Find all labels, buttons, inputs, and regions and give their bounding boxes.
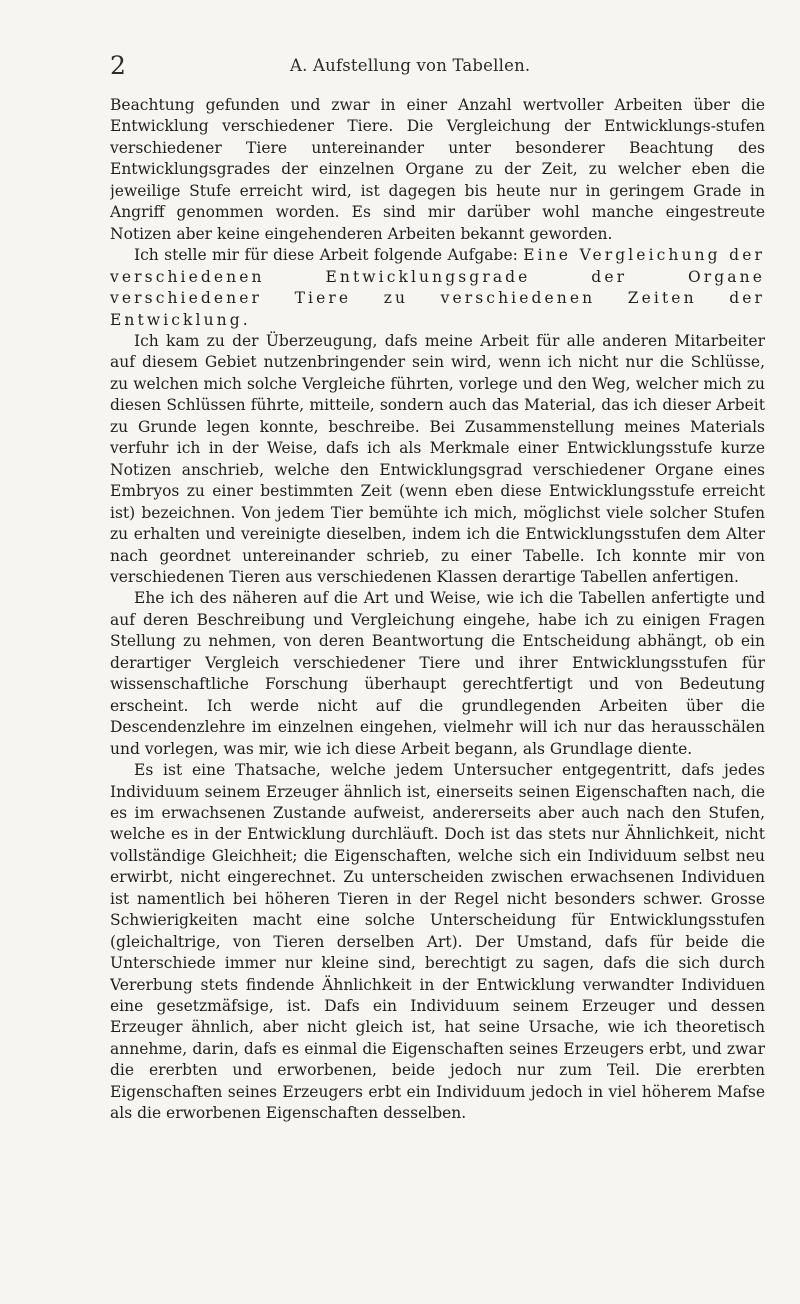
paragraph-3: Ich kam zu der Überzeugung, dafs meine Arbeit für alle anderen Mitarbeiter auf diesem Gebiet nutzenbringender sein wird, wenn ich nicht nur die Schlüsse, zu welchen mich solche Vergleiche führten, vorlege und den Weg, welcher mich zu diesen Schlüssen führte, mitteile, sondern auch das Material, das ich dieser Arbeit zu Grunde legen konnte, beschreibe. Bei Zusammenstellung meines Materials verfuhr ich in der Weise, dafs ich als Merkmale einer Entwicklungsstufe kurze Notizen anschrieb, welche den Entwicklungsgrad verschiedener Organe eines Embryos zu einer bestimmten Zeit (wenn eben diese Entwicklungsstufe erreicht ist) bezeichnen. Von jedem Tier bemühte ich mich, möglichst viele solcher Stufen zu erhalten und vereinigte dieselben, indem ich die Entwicklungsstufen dem Alter nach geordnet untereinander schrieb, zu einer Tabelle. Ich konnte mir von verschiedenen Tieren aus verschiedenen Klassen derartige Tabellen anfertigen. [110,331,765,586]
paragraph-2 [110,245,765,331]
page-number: 2 [110,51,126,80]
paragraph-5: Es ist eine Thatsache, welche jedem Untersucher entgegentritt, dafs jedes Individuum seinem Erzeuger ähnlich ist, einerseits seinen Eigenschaften nach, die es im erwachsenen Zustande aufweist, andererseits aber auch nach den Stufen, welche es in der Entwicklung durchläuft. Doch ist das stets nur Ähnlichkeit, nicht vollständige Gleichheit; die Eigenschaften, welche sich ein Individuum selbst neu erwirbt, nicht eingerechnet. Zu unterscheiden zwischen erwachsenen Individuen ist namentlich bei höheren Tieren in der Regel nicht besonders schwer. Grosse Schwierigkeiten macht eine solche Unterscheidung für Entwicklungsstufen (gleichaltrige, von Tieren derselben Art). Der Umstand, dafs für beide die Unterschiede immer nur kleine sind, berechtigt zu sagen, dafs die sich durch Vererbung stets findende Ähnlichkeit in der Entwicklung verwandter Individuen eine gesetzmäfsige, ist. Dafs ein Individuum seinem Erzeuger und dessen Erzeuger ähnlich, aber nicht gleich ist, hat seine Ursache, wie ich theoretisch annehme, darin, dafs es einmal die Eigenschaften seines Erzeugers erbt, und zwar die ererbten und erworbenen, beide jedoch nur zum Teil. Die ererbten Eigenschaften seines Erzeugers erbt ein Individuum jedoch in viel höherem Mafse als die erworbenen Eigenschaften desselben. [110,761,765,1123]
paragraph-1: Beachtung gefunden und zwar in einer Anzahl wertvoller Arbeiten über die Entwicklung verschiedener Tiere. Die Vergleichung der Entwicklungs-stufen verschiedener Tiere untereinander unter besonderer Beachtung des Entwicklungsgrades der einzelnen Organe zu der Zeit, zu welcher eben die jeweilige Stufe erreicht wird, ist dagegen bis heute nur in geringem Grade in Angriff genommen worden. Es sind mir darüber wohl manche eingestreute Notizen aber keine eingehenderen Arbeiten bekannt geworden. [110,96,765,243]
paragraph-4: Ehe ich des näheren auf die Art und Weise, wie ich die Tabellen anfertigte und auf deren Beschreibung und Vergleichung eingehe, habe ich zu einigen Fragen Stellung zu nehmen, von deren Beantwortung die Entscheidung abhängt, ob ein derartiger Vergleich verschiedener Tiere und ihrer Entwicklungsstufen für wissenschaftliche Forschung überhaupt gerechtfertigt und von Bedeutung erscheint. Ich werde nicht auf die grundlegenden Arbeiten über die Descendenzlehre im einzelnen eingehen, vielmehr will ich nur das herausschälen und vorlegen, was mir, wie ich diese Arbeit begann, als Grundlage diente. [110,589,765,758]
running-head: A. Aufstellung von Tabellen. [290,56,531,75]
task-lead: Ich stelle mir für diese Arbeit folgende Aufgabe: [134,246,524,265]
body-text [110,95,765,1295]
task-statement: Eine Vergleichung der verschiedenen Entwicklungsgrade der Organe verschiedener Tiere zu verschiedenen Zeiten der Entwicklung. [110,246,765,329]
page-header [110,46,765,86]
